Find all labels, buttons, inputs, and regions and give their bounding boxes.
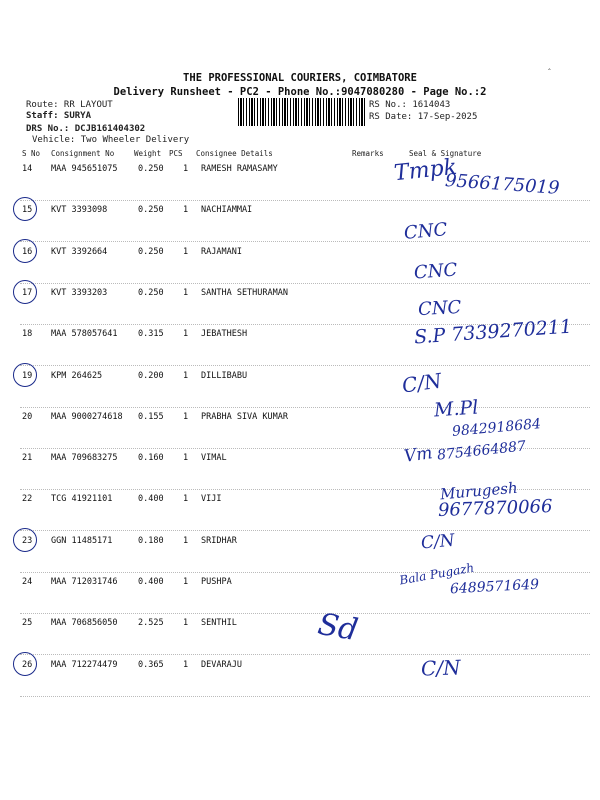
sno-cell: 19 bbox=[22, 370, 33, 381]
handwritten-note: C/N bbox=[420, 530, 456, 554]
sno-cell: 21 bbox=[22, 453, 33, 464]
pcs-cell: 1 bbox=[183, 453, 189, 464]
consignment-cell: KPM 264625 bbox=[51, 370, 103, 381]
weight-cell: 0.315 bbox=[138, 329, 164, 340]
weight-cell: 0.365 bbox=[138, 659, 164, 670]
drs-number: DRS No.: DCJB161404302 bbox=[26, 124, 146, 134]
weight-cell: 0.250 bbox=[138, 246, 164, 257]
consignment-cell: KVT 3393203 bbox=[51, 287, 108, 298]
handwritten-note: 9566175019 bbox=[444, 170, 561, 199]
consignee-cell: VIJI bbox=[201, 494, 222, 505]
handwritten-note: Bala Pugazh bbox=[398, 560, 476, 588]
consignment-cell: TCG 41921101 bbox=[51, 494, 113, 505]
vehicle-label: Vehicle: Two Wheeler Delivery bbox=[32, 135, 190, 145]
pcs-cell: 1 bbox=[183, 411, 189, 422]
sno-cell: 16 bbox=[22, 246, 33, 257]
handwritten-note: Murugesh bbox=[439, 479, 519, 504]
weight-cell: 2.525 bbox=[138, 618, 164, 629]
pcs-cell: 1 bbox=[183, 287, 189, 298]
handwritten-note: 9842918684 bbox=[451, 415, 542, 440]
weight-cell: 0.250 bbox=[138, 205, 164, 216]
handwritten-note: Tmpk bbox=[392, 154, 459, 187]
weight-cell: 0.160 bbox=[138, 453, 164, 464]
table-row bbox=[0, 201, 600, 245]
pcs-cell: 1 bbox=[183, 370, 189, 381]
pcs-cell: 1 bbox=[183, 164, 189, 174]
consignment-cell: KVT 3393098 bbox=[51, 205, 108, 216]
pcs-cell: 1 bbox=[183, 659, 189, 670]
consignee-cell: SRIDHAR bbox=[201, 535, 237, 546]
sno-cell: 14 bbox=[22, 164, 33, 174]
consignee-cell: PRABHA SIVA KUMAR bbox=[201, 411, 288, 422]
weight-cell: 0.250 bbox=[138, 287, 164, 298]
handwritten-note: 6489571649 bbox=[449, 576, 540, 598]
col-weight: Weight bbox=[134, 149, 162, 158]
consignment-cell: MAA 709683275 bbox=[51, 453, 118, 464]
consignee-cell: VIMAL bbox=[201, 453, 227, 464]
consignment-cell: MAA 945651075 bbox=[51, 164, 118, 174]
consignee-cell: SENTHIL bbox=[201, 618, 237, 629]
barcode bbox=[238, 98, 366, 126]
sno-cell: 25 bbox=[22, 618, 33, 629]
sno-cell: 17 bbox=[22, 287, 33, 298]
weight-cell: 0.200 bbox=[138, 370, 164, 381]
handwritten-note: M.Pl bbox=[433, 396, 480, 422]
pcs-cell: 1 bbox=[183, 329, 189, 340]
consignee-cell: JEBATHESH bbox=[201, 329, 248, 340]
table-row bbox=[0, 154, 600, 201]
corner-mark: ˆ bbox=[547, 68, 552, 77]
sno-cell: 24 bbox=[22, 577, 33, 587]
handwritten-note: 8754664887 bbox=[436, 438, 527, 464]
consignee-cell: RAJAMANI bbox=[201, 246, 242, 257]
handwritten-note: CNC bbox=[403, 219, 449, 245]
consignment-cell: MAA 712274479 bbox=[51, 659, 118, 670]
rs-number: RS No.: 1614043 bbox=[369, 100, 451, 110]
sno-cell: 23 bbox=[22, 535, 33, 546]
consignee-cell: SANTHA SETHURAMAN bbox=[201, 287, 288, 298]
handwritten-note: C/N bbox=[420, 654, 461, 681]
handwritten-note: C/N bbox=[400, 367, 444, 398]
weight-cell: 0.250 bbox=[138, 164, 164, 174]
col-consignee: Consignee Details bbox=[196, 149, 273, 158]
table-row bbox=[0, 367, 600, 408]
consignment-cell: MAA 712031746 bbox=[51, 577, 118, 587]
consignment-cell: MAA 578057641 bbox=[51, 329, 118, 340]
consignee-cell: DEVARAJU bbox=[201, 659, 242, 670]
pcs-cell: 1 bbox=[183, 494, 189, 505]
table-row bbox=[0, 243, 600, 284]
consignment-cell: MAA 9000274618 bbox=[51, 411, 123, 422]
sno-cell: 22 bbox=[22, 494, 33, 505]
table-row bbox=[0, 479, 600, 531]
company-title: THE PROFESSIONAL COURIERS, COIMBATORE bbox=[183, 72, 417, 84]
staff-label: Staff: SURYA bbox=[26, 111, 92, 121]
route-label: Route: RR LAYOUT bbox=[26, 100, 113, 110]
pcs-cell: 1 bbox=[183, 205, 189, 216]
table-row bbox=[0, 532, 600, 573]
runsheet-subtitle: Delivery Runsheet - PC2 - Phone No.:9047080280 - Page No.:2 bbox=[113, 86, 487, 98]
weight-cell: 0.400 bbox=[138, 494, 164, 505]
sno-cell: 15 bbox=[22, 205, 33, 216]
table-row bbox=[0, 656, 600, 697]
consignee-cell: PUSHPA bbox=[201, 577, 232, 587]
pcs-cell: 1 bbox=[183, 577, 189, 587]
table-row bbox=[0, 607, 600, 655]
row-separator bbox=[20, 696, 590, 697]
rs-date: RS Date: 17-Sep-2025 bbox=[369, 112, 478, 122]
pcs-cell: 1 bbox=[183, 618, 189, 629]
sno-cell: 18 bbox=[22, 329, 33, 340]
consignee-cell: DILLIBABU bbox=[201, 370, 248, 381]
weight-cell: 0.400 bbox=[138, 577, 164, 587]
col-sno: S No bbox=[22, 149, 41, 158]
consignment-cell: MAA 706856050 bbox=[51, 618, 118, 629]
col-seal-signature: Seal & Signature bbox=[409, 149, 482, 158]
handwritten-note: 9677870066 bbox=[437, 496, 553, 522]
handwritten-note: Vm bbox=[402, 443, 434, 467]
col-consignment: Consignment No bbox=[51, 149, 115, 158]
pcs-cell: 1 bbox=[183, 246, 189, 257]
col-remarks: Remarks bbox=[352, 149, 384, 158]
table-row bbox=[0, 315, 600, 366]
handwritten-note: S.P 7339270211 bbox=[413, 315, 573, 349]
consignment-cell: KVT 3392664 bbox=[51, 246, 108, 257]
sno-cell: 26 bbox=[22, 659, 33, 670]
table-row bbox=[0, 560, 600, 614]
consignee-cell: NACHIAMMAI bbox=[201, 205, 253, 216]
col-pcs: PCS bbox=[169, 149, 183, 158]
weight-cell: 0.180 bbox=[138, 535, 164, 546]
sno-cell: 20 bbox=[22, 411, 33, 422]
weight-cell: 0.155 bbox=[138, 411, 164, 422]
handwritten-note: Sd bbox=[315, 607, 361, 649]
pcs-cell: 1 bbox=[183, 535, 189, 546]
consignment-cell: GGN 11485171 bbox=[51, 535, 113, 546]
handwritten-note: CNC bbox=[413, 259, 458, 284]
consignee-cell: RAMESH RAMASAMY bbox=[201, 164, 278, 174]
handwritten-note: CNC bbox=[417, 296, 462, 321]
